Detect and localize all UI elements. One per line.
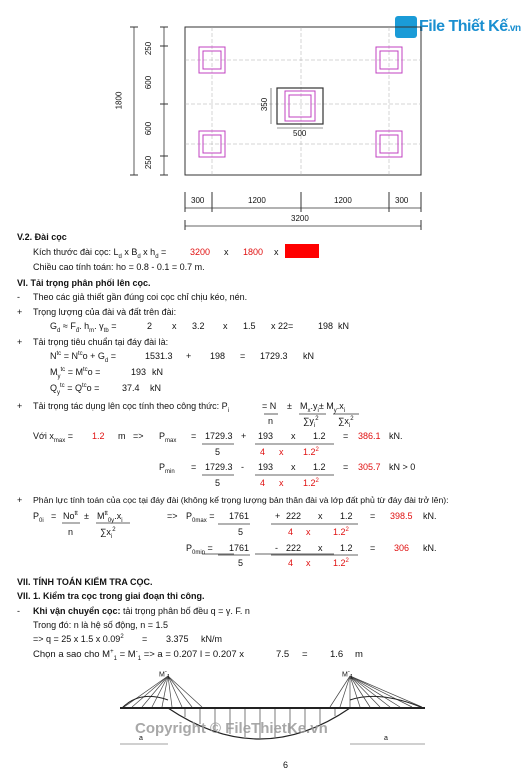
- p0min-dx: x: [306, 558, 311, 568]
- p0max-sub: 0max: [192, 517, 207, 524]
- p0min-d2: $1.2^2$: [333, 558, 349, 568]
- vii-line1: Trong đó: n là hệ số động, n = 1.5: [33, 620, 169, 630]
- bullet-4: Tải trọng tác dụng lên cọc tính theo công thức: $P_i$: [33, 401, 229, 414]
- logo-main: File Thiết Kế: [419, 18, 508, 35]
- heading-vi: VI. Tải trọng phân phối lên cọc.: [17, 278, 151, 288]
- pmax-res-eq: =: [343, 431, 349, 441]
- formula-sumy-t: ∑y: [303, 416, 314, 426]
- heading-vii: VII. TÍNH TOÁN KIỂM TRA CỌC.: [17, 577, 153, 587]
- p0-M-t: M: [97, 511, 105, 521]
- diagram-m-left: M-1: [159, 669, 171, 681]
- dim-left-2: 600: [144, 75, 154, 90]
- with-sub: max: [53, 437, 66, 444]
- p0min-num: 1761: [229, 543, 250, 553]
- m-o: o =: [87, 367, 101, 377]
- m-M: M: [50, 367, 58, 377]
- watermark: Copyright © FileThietKe.vn: [135, 720, 328, 737]
- p0max-res-eq: =: [370, 511, 376, 521]
- bullet-plus-3: +: [17, 337, 23, 347]
- size-label: Kích thước đài cọc: L: [33, 247, 119, 257]
- n-eq: = N: [63, 351, 78, 361]
- diagram-m-right-t: M: [342, 671, 348, 679]
- vii-q-unit: kN/m: [201, 634, 222, 644]
- pmax-den: 5: [215, 447, 221, 457]
- dim-bottom-1: 300: [191, 196, 205, 205]
- size-x1: x: [224, 247, 229, 257]
- pmax-plus: +: [241, 431, 247, 441]
- formula-y: .y: [310, 401, 318, 411]
- n-v1: 1531.3: [145, 351, 173, 361]
- with-xmax: [33, 431, 73, 444]
- q-line: $Q_y^{tc} = Q^{tc}o$ =: [50, 383, 100, 396]
- q-unit: kN: [150, 383, 161, 393]
- n-eq3: =: [240, 351, 246, 361]
- bullet-2: Trọng lượng của đài và đất trên đài:: [33, 307, 177, 317]
- formula-sumy: $\sum y_i^2$: [303, 416, 319, 429]
- pmin-res-eq: =: [343, 462, 349, 472]
- vii-line2-a: => q = 25 x 1.5 x 0.09: [33, 634, 121, 644]
- p0max-P: P: [186, 511, 193, 521]
- formula-pm2: ± M: [318, 401, 334, 411]
- dim-col-w: 500: [293, 129, 307, 138]
- p0-sumx-t: ∑x: [100, 527, 111, 537]
- diagram-a-left: a: [139, 735, 143, 742]
- dim-col-h: 350: [260, 97, 270, 112]
- q-o: o =: [86, 383, 100, 393]
- vii-line3: Chọn a sao cho $M^+_1 = M^-_1 => a = 0.207$ l = 0.207 x: [33, 649, 245, 663]
- p0-No: $No^{tt}$: [63, 511, 78, 521]
- gd-v7: 198: [318, 321, 334, 331]
- p0-P: P: [33, 511, 40, 521]
- xmax-val: 1.2: [92, 431, 105, 441]
- size-h-redbox: [285, 244, 319, 258]
- pmax-eq: =: [191, 431, 197, 441]
- gd-v1: 2: [147, 321, 153, 331]
- p0-eq: =: [51, 511, 57, 521]
- p0min-unit: kN.: [423, 543, 437, 553]
- dim-left-1: 250: [144, 41, 154, 56]
- n-plus: +: [186, 351, 192, 361]
- pmin-label: [159, 462, 175, 475]
- n-N: N: [50, 351, 57, 361]
- pmax-m2: 1.2: [313, 431, 326, 441]
- dim-left-4: 250: [144, 155, 154, 170]
- p0max-d2: $1.2^2$: [333, 527, 349, 537]
- m-unit: kN: [152, 367, 163, 377]
- pmax-num: 1729.3: [205, 431, 233, 441]
- n-unit: kN: [303, 351, 314, 361]
- pmax-d2-t: 1.2: [303, 447, 316, 457]
- dim-bottom-2: 1200: [248, 196, 266, 205]
- size-eq: =: [158, 247, 167, 257]
- size-L: 3200: [190, 247, 211, 257]
- pmax-m1: 193: [258, 431, 274, 441]
- dim-bottom-4: 300: [395, 196, 409, 205]
- vii-line3-b: = M: [116, 649, 136, 661]
- p0-sumx: $\sum x_i^2$: [100, 527, 116, 540]
- p0max-label: $P_{0max}$ =: [186, 511, 215, 524]
- pmax-unit: kN.: [389, 431, 403, 441]
- pmin-m1: 193: [258, 462, 274, 472]
- diagram-m-right: M-1: [342, 669, 354, 681]
- vii-a-unit: m: [355, 649, 363, 660]
- p0max-plus: +: [275, 511, 281, 521]
- pmax-P: P: [159, 431, 166, 441]
- size-x2: x: [274, 247, 279, 257]
- bullet-3: Tải trọng tiêu chuẩn tại đáy đài là:: [33, 337, 169, 347]
- pmax-label: [159, 431, 176, 444]
- bullet-plus-4: +: [17, 401, 23, 411]
- formula-n: n: [268, 416, 274, 426]
- p0max-result: 398.5: [390, 511, 413, 521]
- bullet-dash-vii: -: [17, 606, 20, 616]
- formula-sumx-t: ∑x: [338, 416, 349, 426]
- vii-q-val: 3.375: [166, 634, 189, 644]
- p0min-result: 306: [394, 543, 410, 553]
- pmax-mx: x: [291, 431, 296, 441]
- m-eq: = M: [67, 367, 83, 377]
- vii-a-eq: =: [302, 649, 308, 660]
- vii-l-val: 7.5: [276, 649, 290, 660]
- n-line: $N^{tc} = N^{tc}o + G_d$ =: [50, 351, 117, 364]
- q-val: 37.4: [122, 383, 140, 393]
- pmin-result: 305.7: [358, 462, 381, 472]
- pmin-unit: kN > 0: [389, 462, 416, 472]
- p0-x-t: .x: [114, 511, 122, 521]
- pmin-num: 1729.3: [205, 462, 233, 472]
- dim-total-height: 1800: [114, 91, 124, 110]
- p0min-sub: 0min: [192, 549, 206, 556]
- bullet-1: Theo các giả thiết gần đúng coi cọc chỉ chịu kéo, nén.: [33, 292, 248, 302]
- pmin-minus: -: [241, 462, 244, 472]
- size-mid: x B: [121, 247, 138, 257]
- pmin-mx: x: [291, 462, 296, 472]
- pmax-result: 386.1: [358, 431, 381, 441]
- pmax-dx: x: [279, 447, 284, 457]
- p0max-dx: x: [306, 527, 311, 537]
- size-mid2: x h: [140, 247, 156, 257]
- vii-line2-eq: =: [142, 634, 148, 644]
- gd-v2: x: [172, 321, 177, 331]
- n-v3: 1729.3: [260, 351, 288, 361]
- p0max-m1: 222: [286, 511, 302, 521]
- p0min-d1: 4: [288, 558, 294, 568]
- p0min-P: P: [186, 543, 193, 553]
- vii-bullet-rest: tải trọng phân bố đều q = γ. F. n: [120, 606, 250, 616]
- p0-n: n: [68, 527, 74, 537]
- formula-N: = N: [262, 401, 277, 411]
- pmin-eq: =: [191, 462, 197, 472]
- p0-sub: 0i: [39, 517, 44, 524]
- pmax-sub: max: [165, 437, 177, 444]
- vii-bullet-bold: Khi vận chuyển cọc:: [33, 606, 121, 616]
- gd-formula: $G_d \approx F_đ$. $h_m$. $\gamma_{tb}$ =: [50, 321, 117, 334]
- p0min-d2-t: 1.2: [333, 558, 346, 568]
- with-label: Với x: [33, 431, 54, 441]
- heading-vii-1: VII. 1. Kiểm tra cọc trong giai đoạn thi công.: [17, 591, 205, 601]
- formula-M1: $M_x.y_i\pm M_y.x_i$: [300, 401, 346, 414]
- p0max-d1: 4: [288, 527, 294, 537]
- n-G: o + G: [82, 351, 105, 361]
- p0-label: [33, 511, 44, 524]
- calc-height: Chiều cao tính toán: ho = 0.8 - 0.1 = 0.7 m.: [33, 262, 205, 272]
- n-v2: 198: [210, 351, 226, 361]
- pmin-P: P: [159, 462, 166, 472]
- with-eq: =: [65, 431, 74, 441]
- gd-v4: x: [223, 321, 228, 331]
- diagram-a-right: a: [384, 735, 388, 742]
- dai-coc-size: Kích thước đài cọc: $L_d$ x $B_d$ x $h_d$ =: [33, 247, 167, 260]
- p0min-den: 5: [238, 558, 244, 568]
- vii-bullet: [33, 606, 250, 616]
- formula-pm1: ±: [287, 401, 292, 411]
- p0max-mx: x: [318, 511, 323, 521]
- arrow-1: =>: [133, 431, 144, 441]
- bullet-4-text: Tải trọng tác dụng lên cọc tính theo công thức: P: [33, 401, 228, 411]
- gd-v5: 1.5: [243, 321, 256, 331]
- p0max-d2-t: 1.2: [333, 527, 346, 537]
- xmax-unit: m: [118, 431, 126, 441]
- bullet-5: Phản lực tính toán của cọc tại đáy đài (không kể trọng lượng bản thân đài và lớp đất phủ từ đáy đài trở lên):: [33, 495, 449, 505]
- p0max-den: 5: [238, 527, 244, 537]
- dim-total-width: 3200: [291, 214, 309, 223]
- dim-left-3: 600: [144, 121, 154, 136]
- page-number: 6: [283, 760, 289, 770]
- p0min-minus: -: [275, 543, 278, 553]
- arrow-2: =>: [167, 511, 178, 521]
- m-val: 193: [131, 367, 147, 377]
- bullet-plus-2: +: [17, 307, 23, 317]
- p0-pm: ±: [84, 511, 89, 521]
- pmin-d2: $1.2^2$: [303, 478, 319, 488]
- pmax-d1: 4: [260, 447, 266, 457]
- vii-line2: => q = 25 x 1.5 x 0.09$^2$: [33, 634, 124, 644]
- p0max-m2: 1.2: [340, 511, 353, 521]
- p0-M: $M^{tt}_{0y}.x_i$: [97, 511, 123, 524]
- p0min-res-eq: =: [370, 543, 376, 553]
- bullet-plus-5: +: [17, 495, 23, 505]
- gd-v8: kN: [338, 321, 349, 331]
- diagram-m-left-t: M: [159, 671, 165, 679]
- gd-h: . h: [79, 321, 90, 331]
- p0min-m1: 222: [286, 543, 302, 553]
- p0max-num: 1761: [229, 511, 250, 521]
- bullet-dash-1: -: [17, 292, 20, 302]
- p0-No-t: No: [63, 511, 75, 521]
- gd-v3: 3.2: [192, 321, 205, 331]
- gd-F: ≈ F: [62, 321, 76, 331]
- gd-G: G: [50, 321, 58, 331]
- q-Q: Q: [50, 383, 58, 393]
- vii-a-val: 1.6: [330, 649, 344, 660]
- formula-sumx: $\sum x_i^2$: [338, 416, 354, 429]
- heading-v2: V.2. Đài cọc: [17, 232, 67, 242]
- size-B: 1800: [243, 247, 264, 257]
- pmin-m2: 1.2: [313, 462, 326, 472]
- pmax-d2: $1.2^2$: [303, 447, 319, 457]
- formula-x: .x: [336, 401, 344, 411]
- p0min-mx: x: [318, 543, 323, 553]
- pmin-dx: x: [279, 478, 284, 488]
- vii-line3-a: Chọn a sao cho M: [33, 649, 111, 661]
- vii-line3-c: => a = 0.207 l = 0.207 x: [141, 649, 245, 661]
- pmin-d1: 4: [260, 478, 266, 488]
- pmin-den: 5: [215, 478, 221, 488]
- pmin-sub: min: [165, 468, 175, 475]
- gd-v6: x 22=: [271, 321, 294, 331]
- p0max-unit: kN.: [423, 511, 437, 521]
- logo-suffix: .vn: [507, 23, 521, 34]
- foundation-plan-drawing: [0, 0, 532, 240]
- n-eq2: =: [110, 351, 117, 361]
- formula-M1-t: M: [300, 401, 308, 411]
- q-eq: = Q: [67, 383, 82, 393]
- p0min-m2: 1.2: [340, 543, 353, 553]
- pmin-d2-t: 1.2: [303, 478, 316, 488]
- m-line: $M_y^{tc} = M^{tc}o$ =: [50, 367, 101, 380]
- p0min-label: $P_{0min}$ =: [186, 543, 213, 556]
- dim-bottom-3: 1200: [334, 196, 352, 205]
